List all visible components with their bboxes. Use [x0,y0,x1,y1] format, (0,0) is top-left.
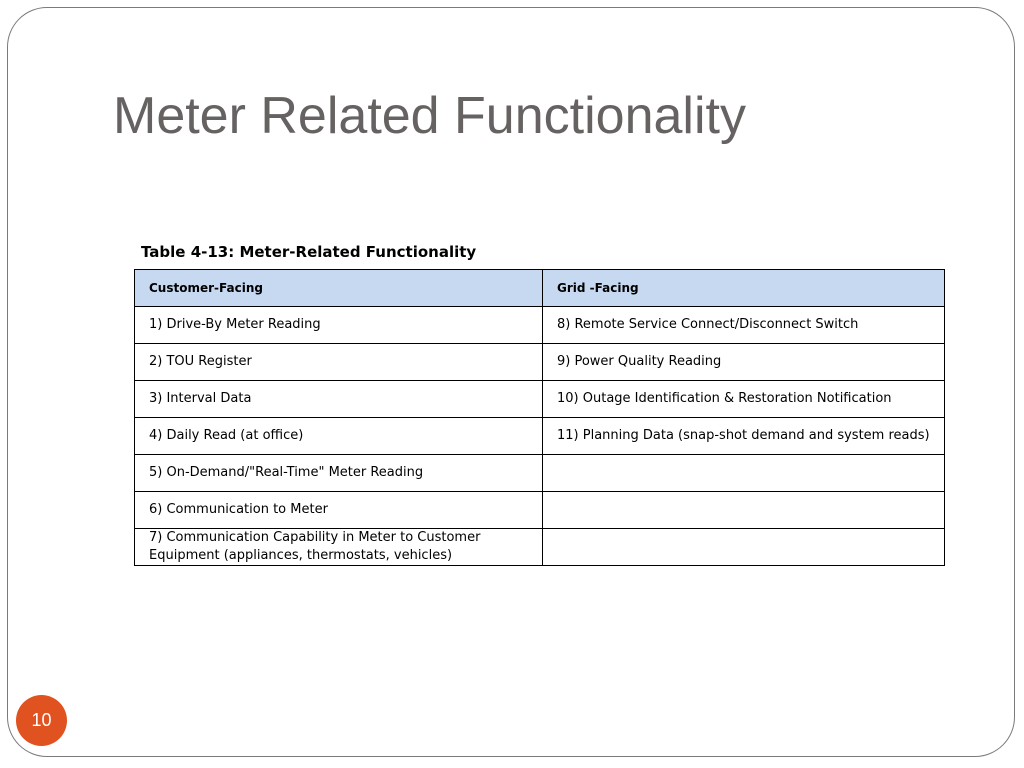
table-cell [543,455,945,492]
table-row [135,455,945,492]
table-cell: 2) TOU Register [135,344,543,381]
table-cell: 7) Communication Capability in Meter to Customer Equipment (appliances, thermostats, vehicles) [135,529,543,566]
header-grid-facing: Grid -Facing [543,270,945,307]
table-row [135,307,945,344]
table-caption: Table 4-13: Meter-Related Functionality [141,243,477,261]
table-cell: 5) On-Demand/"Real-Time" Meter Reading [135,455,543,492]
functionality-table [134,269,945,566]
table-cell: 6) Communication to Meter [135,492,543,529]
table-row [135,344,945,381]
table-cell: 10) Outage Identification & Restoration Notification [543,381,945,418]
table-row [135,418,945,455]
table-row [135,492,945,529]
table-row [135,529,945,566]
table-cell: 8) Remote Service Connect/Disconnect Switch [543,307,945,344]
table-row [135,381,945,418]
table-cell [543,529,945,566]
table-cell [543,492,945,529]
page-number-badge: 10 [16,695,67,746]
table-header-row [135,270,945,307]
table-cell: 11) Planning Data (snap-shot demand and system reads) [543,418,945,455]
header-customer-facing: Customer-Facing [135,270,543,307]
table-cell: 3) Interval Data [135,381,543,418]
slide-title: Meter Related Functionality [113,87,746,145]
table-cell: 9) Power Quality Reading [543,344,945,381]
table-cell: 4) Daily Read (at office) [135,418,543,455]
table-cell: 1) Drive-By Meter Reading [135,307,543,344]
